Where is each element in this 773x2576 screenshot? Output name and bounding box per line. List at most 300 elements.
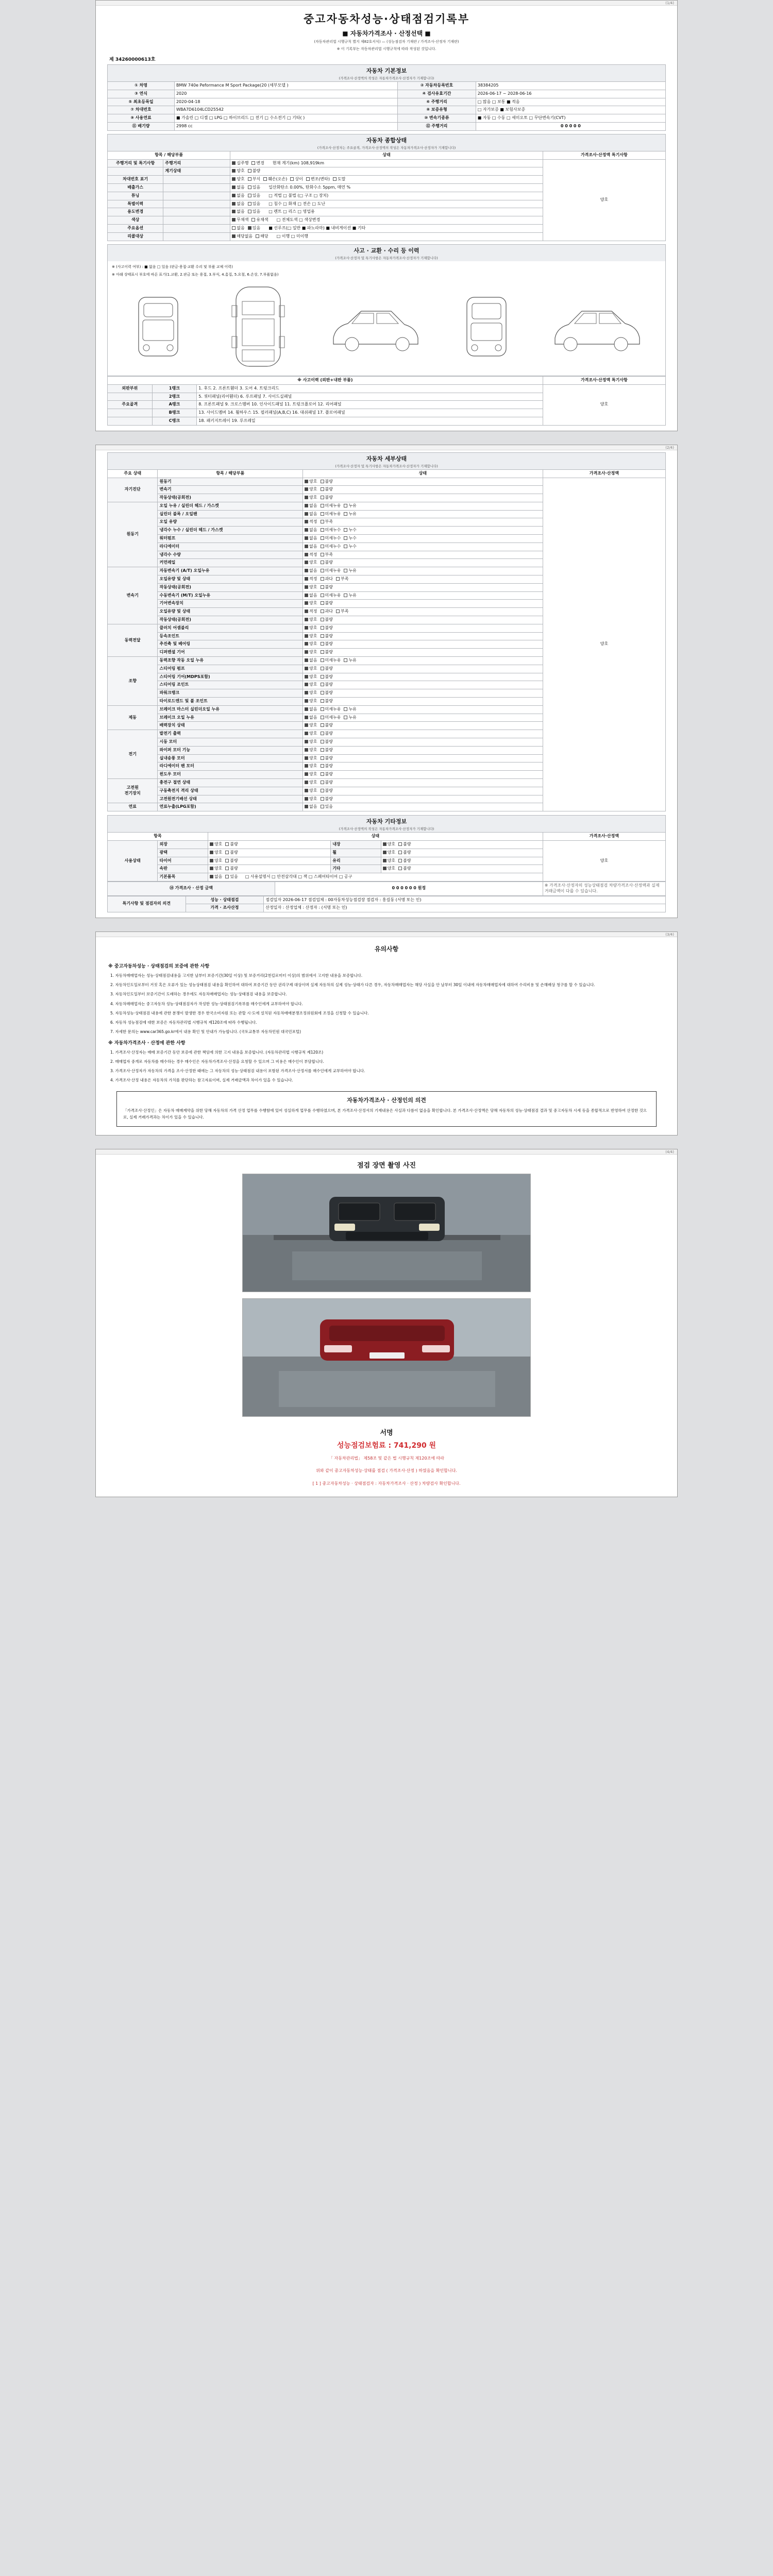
checkbox-icon[interactable] bbox=[305, 789, 308, 792]
detail-state-cell[interactable] bbox=[303, 567, 543, 575]
detail-state-cell[interactable] bbox=[303, 624, 543, 632]
detail-state-cell[interactable] bbox=[303, 673, 543, 681]
detail-state-cell[interactable] bbox=[303, 705, 543, 714]
checkbox-option[interactable]: 부족 bbox=[321, 519, 333, 525]
checkbox-option[interactable]: 없음 bbox=[305, 804, 317, 810]
checkbox-icon[interactable] bbox=[305, 675, 308, 679]
checkbox-option[interactable]: 미세누유 bbox=[321, 593, 341, 599]
checkbox-icon[interactable] bbox=[305, 691, 308, 694]
detail-state-cell[interactable] bbox=[303, 543, 543, 551]
checkbox-option[interactable]: 불량 bbox=[321, 756, 333, 761]
checkbox-option[interactable]: 불량 bbox=[321, 796, 333, 802]
etc-state-left[interactable] bbox=[208, 857, 330, 865]
checkbox-icon[interactable] bbox=[321, 594, 324, 597]
checkbox-icon[interactable] bbox=[232, 218, 236, 222]
checkbox-option[interactable]: 양호 bbox=[305, 674, 317, 680]
checkbox-option[interactable]: 불량 bbox=[321, 641, 333, 647]
checkbox-option[interactable]: 없음 bbox=[305, 658, 317, 664]
checkbox-option[interactable]: 없음 bbox=[305, 715, 317, 721]
checkbox-icon[interactable] bbox=[305, 480, 308, 483]
checkbox-icon[interactable] bbox=[305, 618, 308, 621]
detail-state-cell[interactable] bbox=[303, 698, 543, 706]
checkbox-option[interactable]: 양호 bbox=[305, 756, 317, 761]
checkbox-icon[interactable] bbox=[321, 764, 324, 768]
checkbox-option[interactable]: 불량 bbox=[248, 168, 260, 174]
checkbox-option[interactable]: 양호 bbox=[305, 723, 317, 728]
checkbox-option[interactable]: 누수 bbox=[344, 536, 356, 541]
checkbox-icon[interactable] bbox=[344, 716, 347, 719]
checkbox-option[interactable]: 도말 bbox=[333, 177, 345, 182]
checkbox-icon[interactable] bbox=[305, 569, 308, 572]
checkbox-icon[interactable] bbox=[305, 740, 308, 743]
detail-state-cell[interactable] bbox=[303, 754, 543, 762]
detail-state-cell[interactable] bbox=[303, 665, 543, 673]
checkbox-icon[interactable] bbox=[305, 609, 308, 613]
checkbox-icon[interactable] bbox=[398, 851, 402, 854]
checkbox-icon[interactable] bbox=[305, 528, 308, 532]
detail-state-cell[interactable] bbox=[303, 591, 543, 600]
checkbox-icon[interactable] bbox=[321, 667, 324, 670]
detail-state-cell[interactable] bbox=[303, 559, 543, 567]
checkbox-option[interactable]: 양호 bbox=[305, 780, 317, 786]
checkbox-icon[interactable] bbox=[305, 601, 308, 605]
checkbox-option[interactable]: 누수 bbox=[344, 544, 356, 550]
checkbox-option[interactable]: 양호 bbox=[305, 634, 317, 639]
checkbox-option[interactable]: 없음 bbox=[210, 874, 222, 880]
checkbox-icon[interactable] bbox=[232, 234, 236, 238]
checkbox-option[interactable]: 미세누수 bbox=[321, 528, 341, 533]
checkbox-option[interactable]: 양호 bbox=[305, 617, 317, 623]
checkbox-option[interactable]: 불량 bbox=[321, 634, 333, 639]
detail-state-cell[interactable] bbox=[303, 657, 543, 665]
checkbox-option[interactable]: 불량 bbox=[225, 866, 238, 872]
checkbox-icon[interactable] bbox=[321, 609, 324, 613]
checkbox-option[interactable]: 불량 bbox=[321, 748, 333, 753]
checkbox-icon[interactable] bbox=[305, 650, 308, 654]
checkbox-icon[interactable] bbox=[398, 842, 402, 846]
overall-state-cell[interactable] bbox=[230, 192, 543, 200]
checkbox-icon[interactable] bbox=[248, 194, 251, 197]
checkbox-option[interactable]: 과다 bbox=[321, 577, 333, 582]
checkbox-icon[interactable] bbox=[232, 202, 236, 206]
checkbox-option[interactable]: 훼손(오손) bbox=[263, 177, 287, 182]
checkbox-icon[interactable] bbox=[225, 875, 229, 878]
detail-state-cell[interactable] bbox=[303, 803, 543, 811]
checkbox-icon[interactable] bbox=[321, 487, 324, 491]
checkbox-icon[interactable] bbox=[321, 536, 324, 540]
checkbox-icon[interactable] bbox=[383, 842, 386, 846]
detail-state-cell[interactable] bbox=[303, 778, 543, 787]
checkbox-icon[interactable] bbox=[321, 772, 324, 776]
checkbox-option[interactable]: 양호 bbox=[305, 479, 317, 485]
checkbox-option[interactable]: 누유 bbox=[344, 707, 356, 713]
checkbox-option[interactable]: 불량 bbox=[321, 585, 333, 590]
checkbox-option[interactable]: 양호 bbox=[305, 682, 317, 688]
checkbox-icon[interactable] bbox=[321, 618, 324, 621]
checkbox-icon[interactable] bbox=[321, 634, 324, 638]
detail-state-cell[interactable] bbox=[303, 632, 543, 640]
checkbox-option[interactable]: 있음 bbox=[248, 209, 260, 215]
checkbox-icon[interactable] bbox=[305, 504, 308, 507]
checkbox-option[interactable]: 양호 bbox=[305, 560, 317, 566]
checkbox-icon[interactable] bbox=[305, 594, 308, 597]
detail-state-cell[interactable] bbox=[303, 575, 543, 584]
checkbox-icon[interactable] bbox=[251, 218, 255, 222]
checkbox-icon[interactable] bbox=[305, 585, 308, 589]
checkbox-option[interactable]: 없음 bbox=[232, 193, 244, 199]
checkbox-icon[interactable] bbox=[305, 748, 308, 752]
detail-state-cell[interactable] bbox=[303, 795, 543, 803]
checkbox-option[interactable]: 없음 bbox=[232, 201, 244, 207]
checkbox-option[interactable]: 양호 bbox=[305, 641, 317, 647]
detail-state-cell[interactable] bbox=[303, 746, 543, 754]
checkbox-icon[interactable] bbox=[321, 650, 324, 654]
checkbox-option[interactable]: 불량 bbox=[398, 866, 411, 872]
overall-state-cell[interactable] bbox=[230, 183, 543, 192]
detail-state-cell[interactable] bbox=[303, 649, 543, 657]
checkbox-icon[interactable] bbox=[321, 480, 324, 483]
checkbox-option[interactable]: 누유 bbox=[344, 503, 356, 509]
detail-state-cell[interactable] bbox=[303, 502, 543, 510]
checkbox-option[interactable]: 없음 bbox=[232, 226, 244, 231]
checkbox-icon[interactable] bbox=[321, 699, 324, 703]
detail-state-cell[interactable] bbox=[303, 583, 543, 591]
checkbox-option[interactable]: 미세누유 bbox=[321, 503, 341, 509]
checkbox-icon[interactable] bbox=[305, 520, 308, 523]
detail-state-cell[interactable] bbox=[303, 730, 543, 738]
checkbox-option[interactable]: 불량 bbox=[321, 495, 333, 501]
checkbox-option[interactable]: 불량 bbox=[398, 842, 411, 848]
checkbox-icon[interactable] bbox=[321, 716, 324, 719]
checkbox-option[interactable]: 양호 bbox=[305, 748, 317, 753]
checkbox-option[interactable]: 미세누유 bbox=[321, 658, 341, 664]
checkbox-icon[interactable] bbox=[248, 169, 251, 173]
etc-state-left[interactable] bbox=[208, 840, 330, 849]
checkbox-icon[interactable] bbox=[305, 487, 308, 491]
checkbox-icon[interactable] bbox=[344, 504, 347, 507]
checkbox-icon[interactable] bbox=[305, 772, 308, 776]
checkbox-icon[interactable] bbox=[210, 875, 213, 878]
checkbox-icon[interactable] bbox=[344, 594, 347, 597]
detail-state-cell[interactable] bbox=[303, 608, 543, 616]
detail-state-cell[interactable] bbox=[303, 527, 543, 535]
checkbox-option[interactable]: 미세누유 bbox=[321, 568, 341, 574]
checkbox-option[interactable]: 불량 bbox=[321, 601, 333, 606]
checkbox-icon[interactable] bbox=[305, 512, 308, 516]
checkbox-option[interactable]: 양호 bbox=[383, 866, 395, 872]
checkbox-icon[interactable] bbox=[336, 577, 340, 581]
checkbox-icon[interactable] bbox=[321, 512, 324, 516]
checkbox-option[interactable]: 양호 bbox=[305, 772, 317, 777]
checkbox-option[interactable]: 양호 bbox=[210, 858, 222, 864]
checkbox-option[interactable]: 불량 bbox=[321, 739, 333, 745]
checkbox-icon[interactable] bbox=[321, 642, 324, 646]
checkbox-option[interactable]: 누유 bbox=[344, 593, 356, 599]
checkbox-icon[interactable] bbox=[321, 805, 324, 808]
etc-state-left[interactable] bbox=[208, 865, 330, 873]
checkbox-option[interactable]: 양호 bbox=[305, 796, 317, 802]
checkbox-icon[interactable] bbox=[344, 528, 347, 532]
checkbox-icon[interactable] bbox=[305, 716, 308, 719]
basic-items-state[interactable] bbox=[208, 873, 543, 882]
checkbox-icon[interactable] bbox=[321, 626, 324, 630]
checkbox-option[interactable]: 없음 bbox=[305, 512, 317, 517]
checkbox-icon[interactable] bbox=[305, 553, 308, 556]
checkbox-icon[interactable] bbox=[321, 732, 324, 735]
checkbox-option[interactable]: 불량 bbox=[398, 858, 411, 864]
checkbox-icon[interactable] bbox=[290, 177, 294, 181]
overall-state-cell[interactable] bbox=[230, 159, 543, 167]
checkbox-option[interactable]: 적정 bbox=[305, 552, 317, 558]
checkbox-option[interactable]: 양호 bbox=[305, 487, 317, 493]
overall-state-cell[interactable] bbox=[230, 176, 543, 184]
checkbox-icon[interactable] bbox=[251, 161, 255, 165]
checkbox-option[interactable]: 상이 bbox=[290, 177, 303, 182]
checkbox-icon[interactable] bbox=[305, 797, 308, 801]
checkbox-option[interactable]: 양호 bbox=[305, 731, 317, 737]
checkbox-icon[interactable] bbox=[263, 177, 267, 181]
checkbox-icon[interactable] bbox=[321, 756, 324, 760]
overall-state-cell[interactable] bbox=[230, 200, 543, 208]
detail-state-cell[interactable] bbox=[303, 486, 543, 494]
checkbox-icon[interactable] bbox=[321, 797, 324, 801]
checkbox-icon[interactable] bbox=[321, 683, 324, 686]
checkbox-option[interactable]: 실주행 bbox=[232, 161, 248, 166]
checkbox-option[interactable]: 불량 bbox=[321, 674, 333, 680]
checkbox-option[interactable]: 양호 bbox=[305, 666, 317, 672]
checkbox-option[interactable]: 양호 bbox=[305, 764, 317, 769]
checkbox-icon[interactable] bbox=[321, 601, 324, 605]
checkbox-icon[interactable] bbox=[321, 675, 324, 679]
checkbox-icon[interactable] bbox=[305, 642, 308, 646]
checkbox-option[interactable]: 없음 bbox=[305, 536, 317, 541]
checkbox-icon[interactable] bbox=[383, 867, 386, 870]
checkbox-icon[interactable] bbox=[232, 194, 236, 197]
checkbox-option[interactable]: 양호 bbox=[383, 858, 395, 864]
detail-state-cell[interactable] bbox=[303, 518, 543, 527]
checkbox-option[interactable]: 불량 bbox=[225, 858, 238, 864]
checkbox-icon[interactable] bbox=[248, 185, 251, 189]
checkbox-icon[interactable] bbox=[305, 781, 308, 784]
checkbox-icon[interactable] bbox=[333, 177, 337, 181]
overall-state-cell[interactable] bbox=[230, 232, 543, 241]
checkbox-icon[interactable] bbox=[210, 859, 213, 862]
checkbox-option[interactable]: 불량 bbox=[321, 682, 333, 688]
checkbox-icon[interactable] bbox=[321, 658, 324, 662]
checkbox-icon[interactable] bbox=[321, 496, 324, 499]
checkbox-option[interactable]: 양호 bbox=[305, 625, 317, 631]
checkbox-icon[interactable] bbox=[305, 634, 308, 638]
checkbox-icon[interactable] bbox=[344, 512, 347, 516]
checkbox-option[interactable]: 없음 bbox=[305, 528, 317, 533]
checkbox-icon[interactable] bbox=[210, 851, 213, 854]
checkbox-option[interactable]: 양호 bbox=[305, 601, 317, 606]
checkbox-icon[interactable] bbox=[398, 859, 402, 862]
checkbox-option[interactable]: 과다 bbox=[321, 609, 333, 615]
checkbox-option[interactable]: 양호 bbox=[383, 850, 395, 856]
checkbox-option[interactable]: 있음 bbox=[248, 226, 260, 231]
checkbox-option[interactable]: 양호 bbox=[210, 842, 222, 848]
etc-state-right[interactable] bbox=[381, 849, 543, 857]
overall-state-cell[interactable] bbox=[230, 216, 543, 225]
checkbox-icon[interactable] bbox=[344, 536, 347, 540]
checkbox-icon[interactable] bbox=[210, 867, 213, 870]
checkbox-option[interactable]: 부족 bbox=[336, 609, 348, 615]
detail-state-cell[interactable] bbox=[303, 722, 543, 730]
etc-state-right[interactable] bbox=[381, 857, 543, 865]
detail-state-cell[interactable] bbox=[303, 640, 543, 649]
checkbox-icon[interactable] bbox=[321, 545, 324, 548]
checkbox-icon[interactable] bbox=[232, 185, 236, 189]
checkbox-icon[interactable] bbox=[232, 169, 236, 173]
checkbox-option[interactable]: 불량 bbox=[321, 650, 333, 655]
checkbox-option[interactable]: 미세누유 bbox=[321, 707, 341, 713]
overall-state-cell[interactable] bbox=[230, 224, 543, 232]
checkbox-option[interactable]: 변조(변타) bbox=[306, 177, 330, 182]
checkbox-icon[interactable] bbox=[383, 851, 386, 854]
checkbox-option[interactable]: 양호 bbox=[232, 168, 244, 174]
detail-state-cell[interactable] bbox=[303, 738, 543, 747]
checkbox-option[interactable]: 양호 bbox=[232, 177, 244, 182]
checkbox-option[interactable]: 누유 bbox=[344, 715, 356, 721]
checkbox-option[interactable]: 무채색 bbox=[232, 217, 248, 223]
checkbox-icon[interactable] bbox=[321, 781, 324, 784]
overall-state-cell[interactable] bbox=[230, 208, 543, 216]
checkbox-icon[interactable] bbox=[306, 177, 310, 181]
detail-state-cell[interactable] bbox=[303, 771, 543, 779]
checkbox-option[interactable]: 양호 bbox=[305, 690, 317, 696]
checkbox-icon[interactable] bbox=[305, 658, 308, 662]
checkbox-icon[interactable] bbox=[305, 496, 308, 499]
checkbox-option[interactable]: 양호 bbox=[210, 850, 222, 856]
checkbox-option[interactable]: 양호 bbox=[305, 495, 317, 501]
detail-state-cell[interactable] bbox=[303, 510, 543, 518]
checkbox-option[interactable]: 있음 bbox=[225, 874, 238, 880]
checkbox-icon[interactable] bbox=[305, 756, 308, 760]
checkbox-option[interactable]: 미세누유 bbox=[321, 715, 341, 721]
checkbox-option[interactable]: 적정 bbox=[305, 609, 317, 615]
overall-state-cell[interactable] bbox=[230, 167, 543, 176]
checkbox-icon[interactable] bbox=[321, 577, 324, 581]
checkbox-icon[interactable] bbox=[232, 161, 236, 165]
detail-state-cell[interactable] bbox=[303, 494, 543, 502]
checkbox-option[interactable]: 양호 bbox=[305, 739, 317, 745]
checkbox-option[interactable]: 불량 bbox=[225, 842, 238, 848]
checkbox-icon[interactable] bbox=[232, 177, 236, 181]
checkbox-option[interactable]: 없음 bbox=[232, 185, 244, 191]
checkbox-option[interactable]: 불량 bbox=[321, 487, 333, 493]
checkbox-option[interactable]: 불량 bbox=[321, 617, 333, 623]
checkbox-icon[interactable] bbox=[321, 504, 324, 507]
checkbox-icon[interactable] bbox=[225, 842, 229, 846]
checkbox-option[interactable]: 있음 bbox=[321, 804, 333, 810]
checkbox-option[interactable]: 불량 bbox=[398, 850, 411, 856]
checkbox-icon[interactable] bbox=[210, 842, 213, 846]
checkbox-icon[interactable] bbox=[344, 658, 347, 662]
checkbox-icon[interactable] bbox=[321, 528, 324, 532]
checkbox-option[interactable]: 불량 bbox=[225, 850, 238, 856]
checkbox-icon[interactable] bbox=[344, 569, 347, 572]
checkbox-option[interactable]: 누유 bbox=[344, 512, 356, 517]
checkbox-option[interactable]: 부식 bbox=[248, 177, 260, 182]
checkbox-icon[interactable] bbox=[321, 520, 324, 523]
checkbox-icon[interactable] bbox=[256, 234, 259, 238]
detail-state-cell[interactable] bbox=[303, 681, 543, 689]
checkbox-icon[interactable] bbox=[321, 789, 324, 792]
checkbox-option[interactable]: 누유 bbox=[344, 658, 356, 664]
checkbox-icon[interactable] bbox=[305, 561, 308, 564]
checkbox-icon[interactable] bbox=[305, 626, 308, 630]
detail-state-cell[interactable] bbox=[303, 714, 543, 722]
checkbox-option[interactable]: 불량 bbox=[321, 560, 333, 566]
detail-state-cell[interactable] bbox=[303, 535, 543, 543]
checkbox-option[interactable]: 불량 bbox=[321, 788, 333, 794]
checkbox-option[interactable]: 불량 bbox=[321, 479, 333, 485]
checkbox-option[interactable]: 불량 bbox=[321, 625, 333, 631]
checkbox-icon[interactable] bbox=[321, 740, 324, 743]
checkbox-icon[interactable] bbox=[344, 545, 347, 548]
checkbox-icon[interactable] bbox=[305, 764, 308, 768]
checkbox-icon[interactable] bbox=[305, 545, 308, 548]
checkbox-option[interactable]: 없음 bbox=[305, 593, 317, 599]
etc-state-left[interactable] bbox=[208, 849, 330, 857]
checkbox-option[interactable]: 불량 bbox=[321, 723, 333, 728]
detail-state-cell[interactable] bbox=[303, 762, 543, 771]
checkbox-icon[interactable] bbox=[321, 561, 324, 564]
checkbox-option[interactable]: 없음 bbox=[305, 568, 317, 574]
checkbox-icon[interactable] bbox=[225, 859, 229, 862]
checkbox-icon[interactable] bbox=[321, 707, 324, 711]
detail-state-cell[interactable] bbox=[303, 600, 543, 608]
detail-state-cell[interactable] bbox=[303, 551, 543, 559]
checkbox-icon[interactable] bbox=[344, 707, 347, 711]
checkbox-option[interactable]: 있음 bbox=[248, 185, 260, 191]
checkbox-option[interactable]: 양호 bbox=[210, 866, 222, 872]
checkbox-icon[interactable] bbox=[305, 805, 308, 808]
checkbox-option[interactable]: 미세누유 bbox=[321, 512, 341, 517]
checkbox-icon[interactable] bbox=[305, 707, 308, 711]
etc-state-right[interactable] bbox=[381, 865, 543, 873]
checkbox-option[interactable]: 있음 bbox=[248, 193, 260, 199]
checkbox-option[interactable]: 누수 bbox=[344, 528, 356, 533]
checkbox-option[interactable]: 양호 bbox=[305, 699, 317, 704]
checkbox-option[interactable]: 양호 bbox=[305, 585, 317, 590]
checkbox-icon[interactable] bbox=[398, 867, 402, 870]
checkbox-option[interactable]: 해당 bbox=[256, 234, 268, 240]
checkbox-icon[interactable] bbox=[336, 609, 340, 613]
checkbox-option[interactable]: 없음 bbox=[232, 209, 244, 215]
checkbox-option[interactable]: 해당없음 bbox=[232, 234, 253, 240]
detail-state-cell[interactable] bbox=[303, 616, 543, 624]
checkbox-icon[interactable] bbox=[232, 210, 236, 213]
checkbox-icon[interactable] bbox=[321, 569, 324, 572]
checkbox-option[interactable]: 미세누수 bbox=[321, 536, 341, 541]
checkbox-option[interactable]: 없음 bbox=[305, 503, 317, 509]
checkbox-option[interactable]: 변경 bbox=[251, 161, 264, 166]
detail-state-cell[interactable] bbox=[303, 689, 543, 698]
checkbox-icon[interactable] bbox=[383, 859, 386, 862]
checkbox-option[interactable]: 없음 bbox=[305, 544, 317, 550]
checkbox-icon[interactable] bbox=[248, 210, 251, 213]
checkbox-icon[interactable] bbox=[321, 748, 324, 752]
etc-state-right[interactable] bbox=[381, 840, 543, 849]
checkbox-option[interactable]: 불량 bbox=[321, 699, 333, 704]
checkbox-icon[interactable] bbox=[305, 723, 308, 727]
checkbox-option[interactable]: 미세누수 bbox=[321, 544, 341, 550]
checkbox-icon[interactable] bbox=[305, 577, 308, 581]
checkbox-option[interactable]: 부족 bbox=[321, 552, 333, 558]
checkbox-option[interactable]: 불량 bbox=[321, 764, 333, 769]
